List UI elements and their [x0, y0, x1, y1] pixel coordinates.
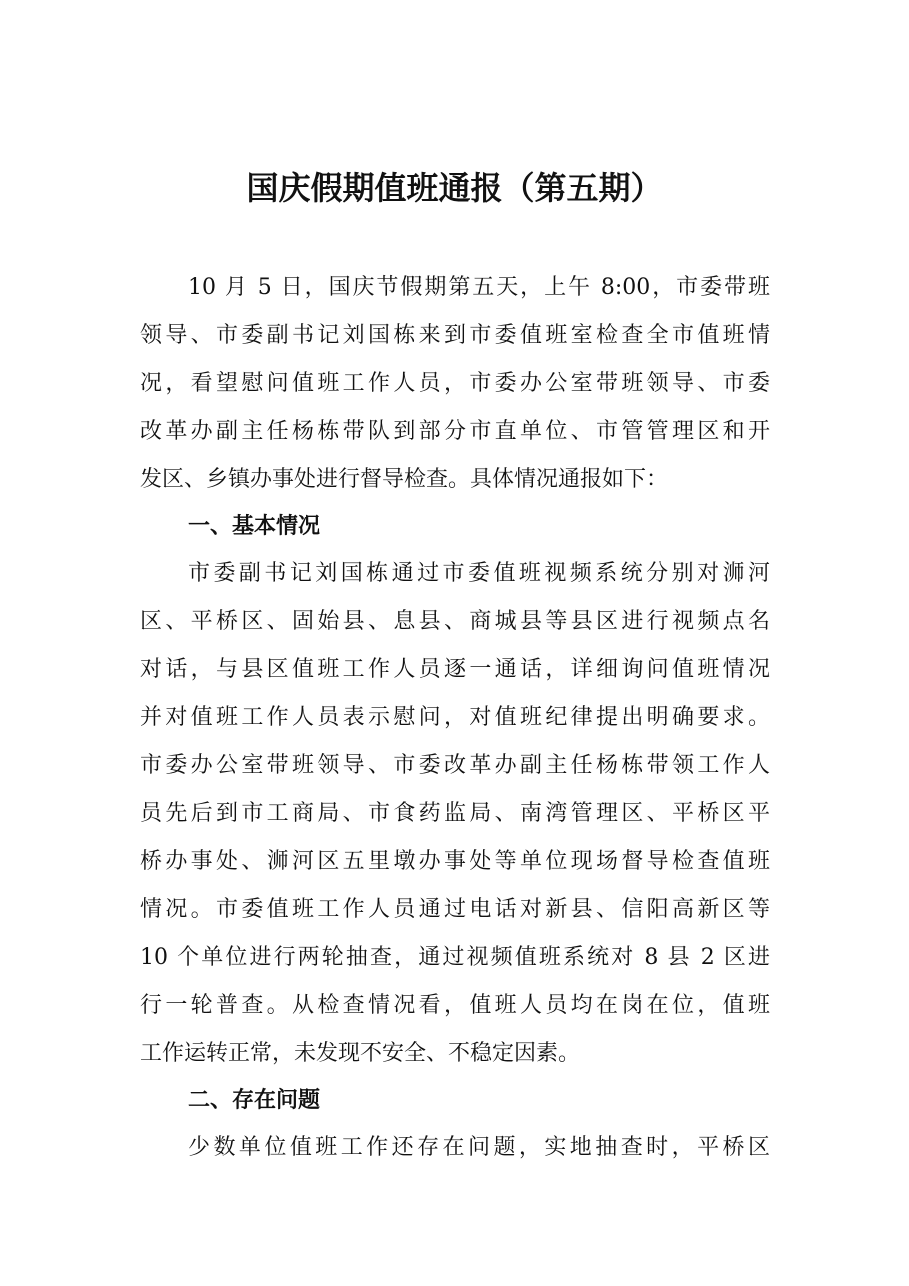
- section1-line-5: 市委办公室带班领导、市委改革办副主任杨栋带领工作人: [140, 753, 770, 778]
- section1-line-11: 工作运转正常，未发现不安全、不稳定因素。: [140, 1041, 581, 1066]
- section1-line-2: 区、平桥区、固始县、息县、商城县等县区进行视频点名: [140, 609, 770, 634]
- section1-line-3: 对话，与县区值班工作人员逐一通话，详细询问值班情况: [140, 657, 770, 682]
- intro-line-4: 改革办副主任杨栋带队到部分市直单位、市管管理区和开: [140, 419, 770, 444]
- document-title: 国庆假期值班通报（第五期）: [246, 169, 663, 207]
- intro-line-2: 领导、市委副书记刘国栋来到市委值班室检查全市值班情: [140, 323, 770, 348]
- intro-line-5: 发区、乡镇办事处进行督导检查。具体情况通报如下：: [140, 467, 669, 492]
- section1-line-8: 情况。市委值班工作人员通过电话对新县、信阳高新区等: [140, 897, 770, 922]
- intro-line-1: 10 月 5 日，国庆节假期第五天，上午 8:00，市委带班: [188, 275, 770, 300]
- section1-line-6: 员先后到市工商局、市食药监局、南湾管理区、平桥区平: [140, 801, 770, 826]
- section1-line-10: 行一轮普查。从检查情况看，值班人员均在岗在位，值班: [140, 993, 770, 1018]
- section1-line-7: 桥办事处、浉河区五里墩办事处等单位现场督导检查值班: [140, 849, 770, 874]
- section1-line-9: 10 个单位进行两轮抽查，通过视频值班系统对 8 县 2 区进: [140, 945, 770, 970]
- section-heading-issues: 二、存在问题: [188, 1088, 321, 1113]
- section1-line-4: 并对值班工作人员表示慰问，对值班纪律提出明确要求。: [140, 705, 770, 730]
- section-heading-basic: 一、基本情况: [188, 514, 321, 539]
- section2-line-1: 少数单位值班工作还存在问题，实地抽查时，平桥区: [188, 1135, 770, 1160]
- section1-line-1: 市委副书记刘国栋通过市委值班视频系统分别对浉河: [188, 561, 770, 586]
- intro-line-3: 况，看望慰问值班工作人员，市委办公室带班领导、市委: [140, 371, 770, 396]
